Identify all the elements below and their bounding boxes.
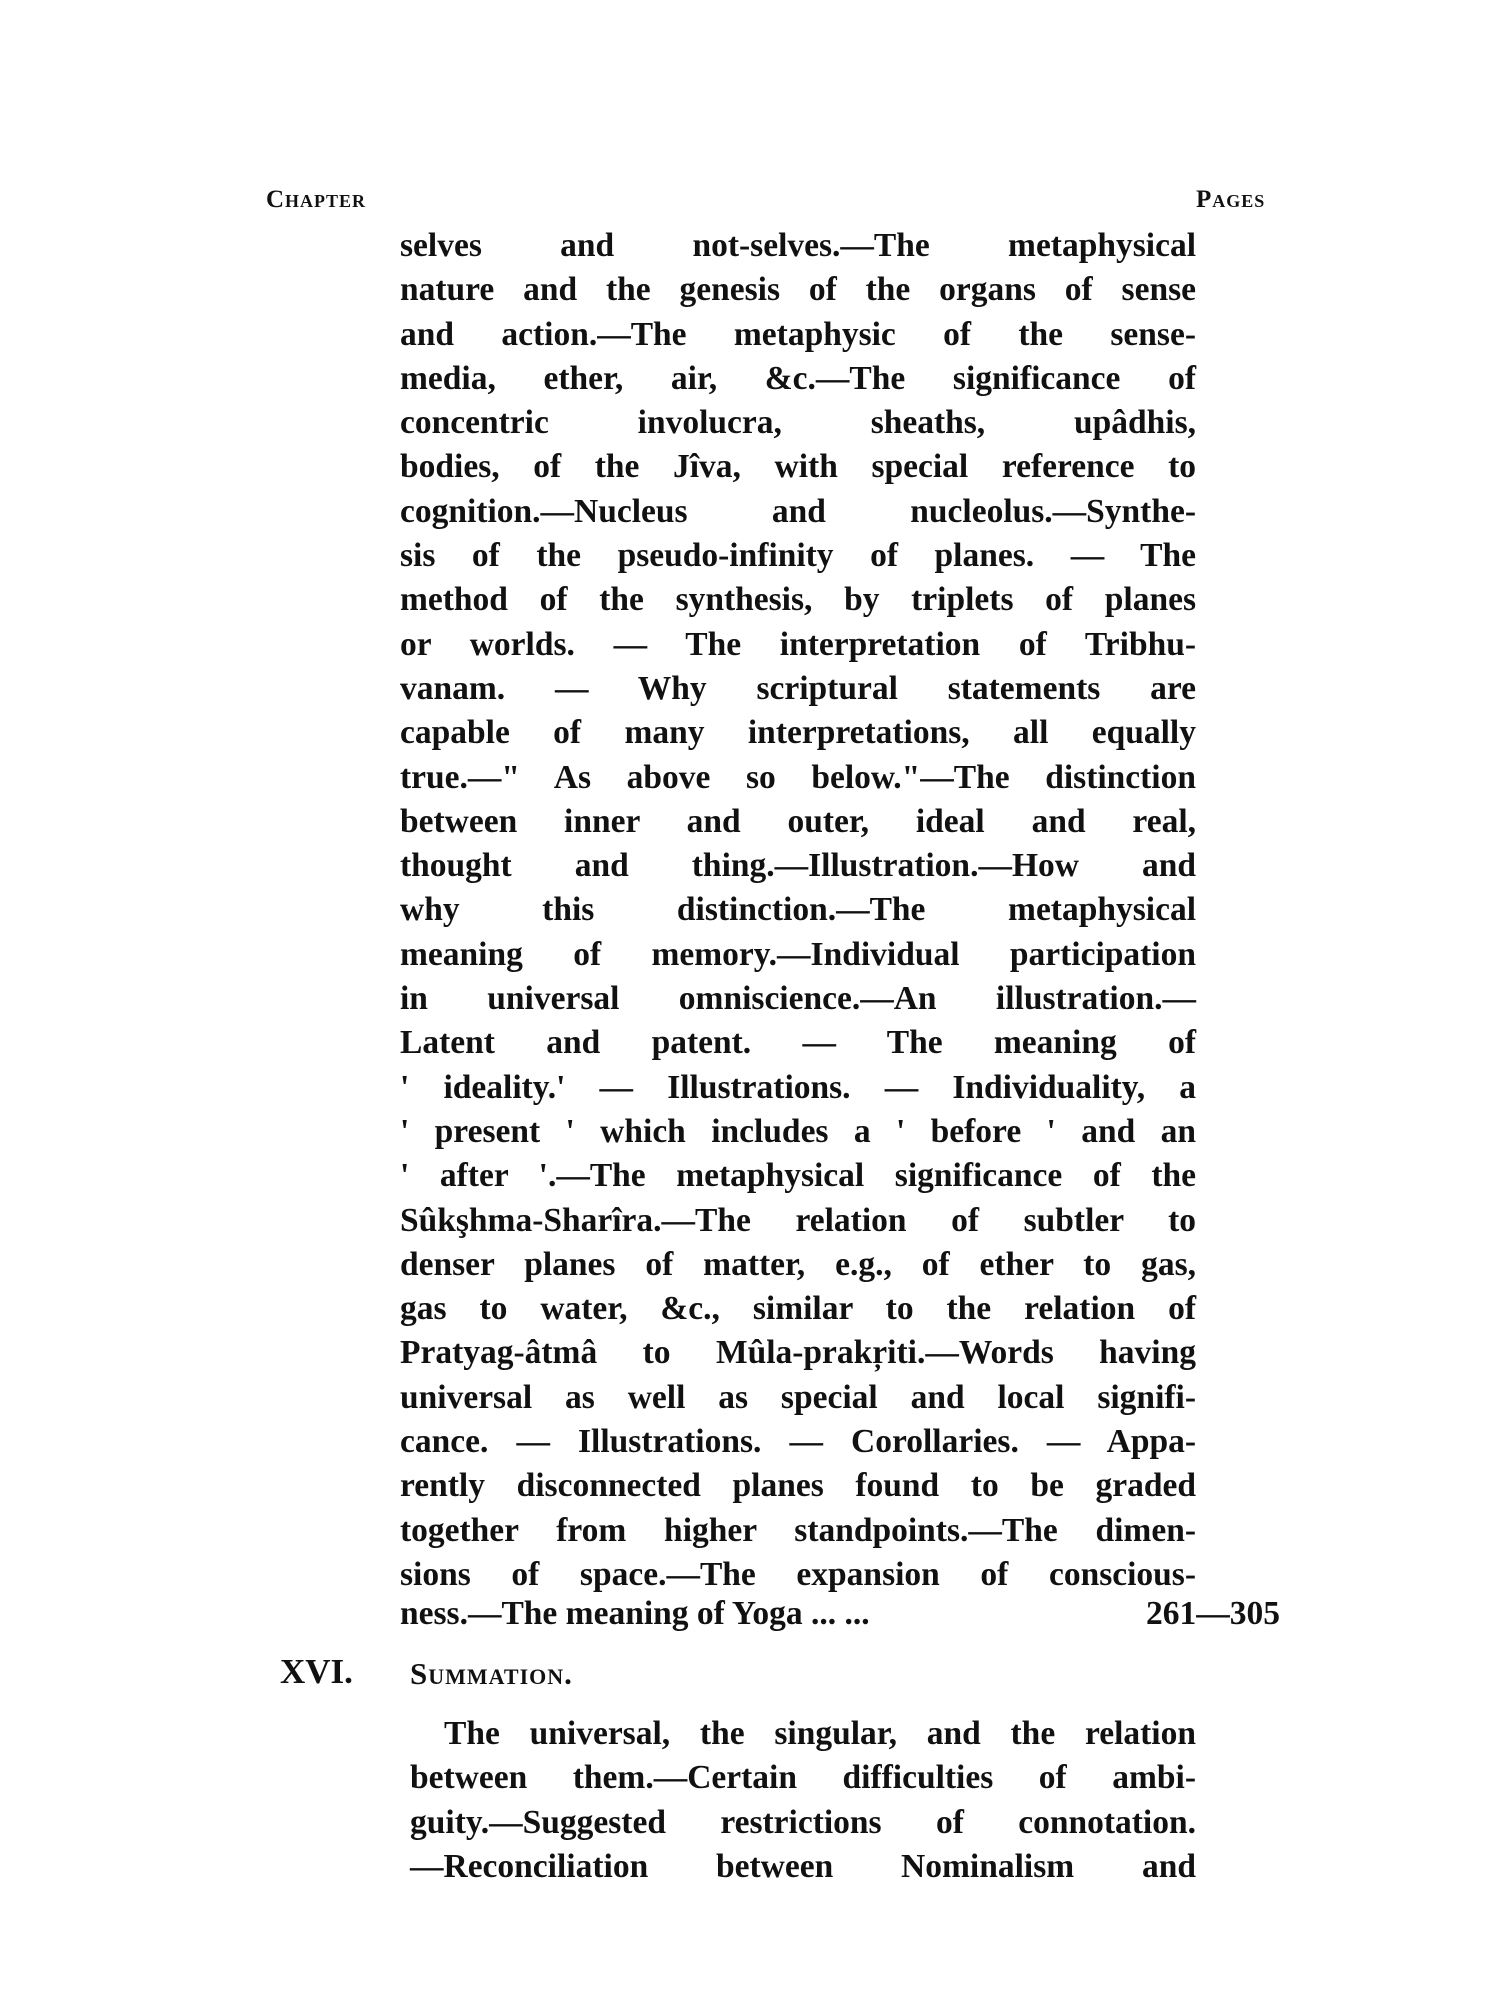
- synopsis-line: gas to water, &c., similar to the relation of: [400, 1290, 1196, 1328]
- synopsis-line: ' ideality.' — Illustrations. — Individuality, a: [400, 1068, 1196, 1106]
- synopsis-line: guity.—Suggested restrictions of connotation.: [410, 1803, 1196, 1841]
- synopsis-line: sis of the pseudo-infinity of planes. — The: [400, 537, 1196, 575]
- chapter-xv-page-range: 261—305: [1146, 1595, 1280, 1632]
- synopsis-line: thought and thing.—Illustration.—How and: [400, 847, 1196, 885]
- synopsis-line: together from higher standpoints.—The dimen-: [400, 1511, 1196, 1549]
- synopsis-line: selves and not-selves.—The metaphysical: [400, 227, 1196, 264]
- synopsis-line: concentric involucra, sheaths, upâdhis,: [400, 404, 1196, 442]
- synopsis-line: meaning of memory.—Individual participation: [400, 935, 1196, 973]
- chapter-xvi-title: Summation.: [410, 1656, 573, 1691]
- synopsis-line: media, ether, air, &c.—The significance of: [400, 359, 1196, 397]
- chapter-xv-synopsis: [400, 224, 1196, 1597]
- synopsis-line: ' present ' which includes a ' before ' and an: [400, 1112, 1196, 1150]
- chapter-column-header: Chapter: [266, 186, 367, 213]
- synopsis-line: rently disconnected planes found to be graded: [400, 1467, 1196, 1505]
- chapter-xv-last-line: [400, 1592, 1280, 1636]
- synopsis-line: Latent and patent. — The meaning of: [400, 1024, 1196, 1062]
- synopsis-line: universal as well as special and local signifi-: [400, 1378, 1196, 1416]
- synopsis-line: Pratyag-âtmâ to Mûla-prakŗiti.—Words having: [400, 1334, 1196, 1372]
- synopsis-line: between inner and outer, ideal and real,: [400, 802, 1196, 840]
- pages-column-header: Pages: [1196, 186, 1266, 213]
- synopsis-line: or worlds. — The interpretation of Tribhu-: [400, 625, 1196, 663]
- synopsis-line: and action.—The metaphysic of the sense-: [400, 315, 1196, 353]
- synopsis-line: ' after '.—The metaphysical significance of the: [400, 1157, 1196, 1195]
- synopsis-line: —Reconciliation between Nominalism and: [410, 1847, 1196, 1885]
- synopsis-line: why this distinction.—The metaphysical: [400, 891, 1196, 929]
- synopsis-line: sions of space.—The expansion of conscious-: [400, 1555, 1196, 1593]
- chapter-xvi-synopsis: [410, 1712, 1196, 1889]
- synopsis-line: cognition.—Nucleus and nucleolus.—Synthe-: [400, 492, 1196, 530]
- synopsis-line: bodies, of the Jîva, with special reference to: [400, 448, 1196, 486]
- synopsis-line: between them.—Certain difficulties of ambi-: [410, 1759, 1196, 1797]
- synopsis-line: method of the synthesis, by triplets of planes: [400, 581, 1196, 619]
- synopsis-line: cance. — Illustrations. — Corollaries. — Appa-: [400, 1423, 1196, 1461]
- chapter-xvi-number: XVI.: [280, 1652, 353, 1691]
- synopsis-line: denser planes of matter, e.g., of ether to gas,: [400, 1245, 1196, 1283]
- synopsis-line: nature and the genesis of the organs of sense: [400, 271, 1196, 309]
- chapter-xv-last-text: ness.—The meaning of Yoga ... ...: [400, 1595, 870, 1632]
- synopsis-line: vanam. — Why scriptural statements are: [400, 669, 1196, 707]
- synopsis-line: in universal omniscience.—An illustration.—: [400, 980, 1196, 1018]
- synopsis-line: capable of many interpretations, all equally: [400, 714, 1196, 752]
- synopsis-line: The universal, the singular, and the relation: [444, 1715, 1196, 1752]
- synopsis-line: Sûkşhma-Sharîra.—The relation of subtler to: [400, 1201, 1196, 1239]
- synopsis-line: true.—" As above so below."—The distinction: [400, 758, 1196, 796]
